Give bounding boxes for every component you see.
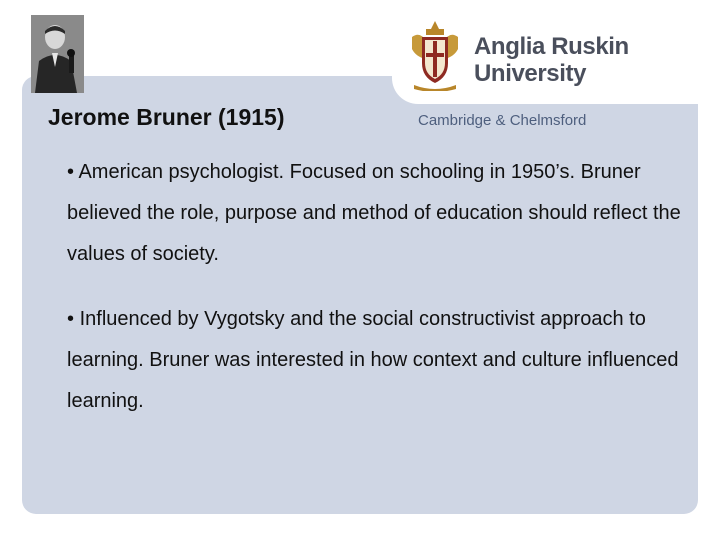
bullet-text: American psychologist. Focused on schooling in 1950’s. Bruner believed the role, purpose and method of education should reflect the values of society.: [67, 161, 681, 265]
bullet-text: Influenced by Vygotsky and the social constructivist approach to learning. Bruner was interested in how context and culture influenced learning.: [67, 308, 679, 412]
university-name-line1: Anglia Ruskin: [474, 33, 629, 60]
campus-label: Cambridge & Chelmsford: [418, 112, 587, 129]
university-name-line2: University: [474, 60, 587, 87]
university-name: [474, 33, 629, 87]
university-crest-icon: [406, 19, 464, 91]
slide-title: Jerome Bruner (1915): [48, 104, 285, 130]
portrait-photo: [31, 15, 84, 93]
bullet-paragraph-2: [67, 299, 687, 422]
bullet-paragraph-1: [67, 152, 687, 275]
content-panel: [22, 76, 698, 514]
bullet-marker: •: [67, 308, 75, 330]
bullet-marker: •: [67, 161, 75, 183]
